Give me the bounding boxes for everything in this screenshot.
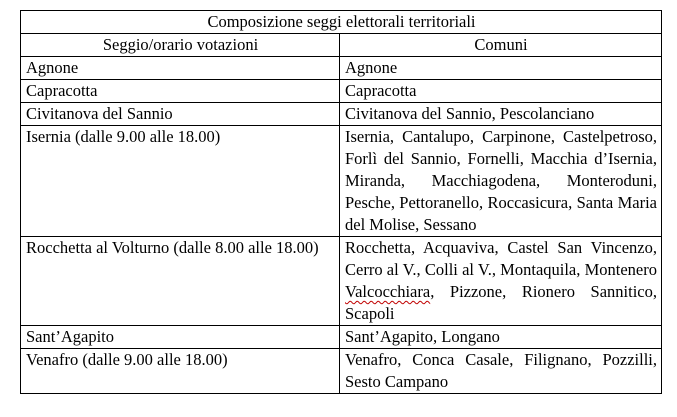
table-row [21,80,662,103]
seggio-cell: Capracotta [21,80,340,103]
comuni-text-prefix: Rocchetta, Acquaviva, Castel San Vincenzo, Cerro al V., Colli al V., Montaquila, Montenero [345,238,657,279]
seggio-cell: Rocchetta al Volturno (dalle 8.00 alle 18.00) [21,237,340,326]
comuni-cell: Isernia, Cantalupo, Carpinone, Castelpetroso, Forlì del Sannio, Fornelli, Macchia d’Isernia, Miranda, Macchiagodena, Monteroduni, Pesche, Pettoranello, Roccasicura, Santa Maria del Molise, Sessano [340,126,662,237]
comuni-cell: Civitanova del Sannio, Pescolanciano [340,103,662,126]
seggio-cell: Isernia (dalle 9.00 alle 18.00) [21,126,340,237]
header-seggio: Seggio/orario votazioni [21,34,340,57]
comuni-cell [340,237,662,326]
comuni-cell: Sant’Agapito, Longano [340,326,662,349]
seggio-cell: Agnone [21,57,340,80]
seggio-cell: Venafro (dalle 9.00 alle 18.00) [21,349,340,394]
table-row [21,349,662,394]
seggi-table [20,10,662,394]
comuni-cell: Agnone [340,57,662,80]
header-comuni: Comuni [340,34,662,57]
table-row [21,326,662,349]
title-row [21,11,662,34]
comuni-text-suffix: , Pizzone, Rionero Sannitico, Scapoli [345,282,657,323]
comuni-cell: Capracotta [340,80,662,103]
table-row [21,126,662,237]
seggio-cell: Sant’Agapito [21,326,340,349]
table-title: Composizione seggi elettorali territoriali [21,11,662,34]
table-row [21,237,662,326]
spellcheck-flagged-word: Valcocchiara [345,282,431,301]
table-row [21,57,662,80]
comuni-cell: Venafro, Conca Casale, Filignano, Pozzilli, Sesto Campano [340,349,662,394]
table-row [21,103,662,126]
seggio-cell: Civitanova del Sannio [21,103,340,126]
header-row [21,34,662,57]
